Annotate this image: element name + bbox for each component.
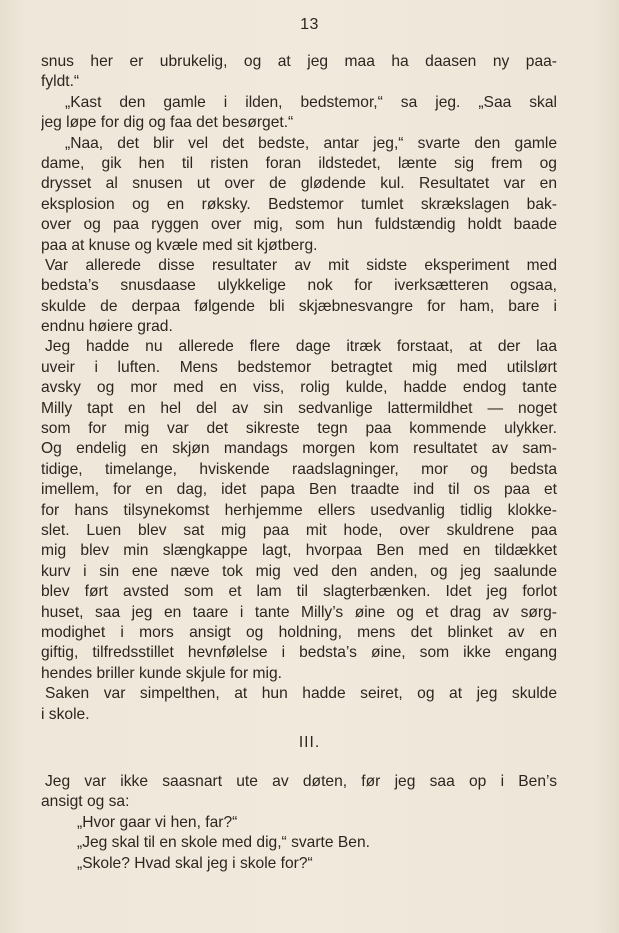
text-line: blev ført avsted som et lam til slagterbænken. Idet jeg forlot bbox=[41, 583, 557, 601]
text-line: mig blev min slængkappe lagt, hvorpaa Ben med en tildækket bbox=[41, 542, 557, 560]
text-line: paa at knuse og kvæle med sit kjøtberg. bbox=[41, 236, 318, 254]
text-line: Jeg hadde nu allerede flere dage itræk forstaat, at der laa bbox=[45, 338, 557, 356]
text-line: modighet i mors ansigt og holdning, mens det blinket av en bbox=[41, 623, 557, 641]
text-line: kurv i sin ene næve tok mig ved den anden, og jeg saalunde bbox=[41, 562, 557, 580]
text-line: for hans tilsynekomst herhjemme ellers usedvanlig tidlig klokke- bbox=[41, 501, 557, 519]
text-line: imellem, for en dag, idet papa Ben traadte ind til os paa et bbox=[41, 481, 557, 499]
text-line: bedsta’s snusdaase ulykkelige nok for iverksætteren ogsaa, bbox=[41, 277, 557, 295]
page-number: 13 bbox=[300, 16, 319, 33]
chapter-heading: III. bbox=[298, 734, 321, 751]
text-line: snus her er ubrukelig, og at jeg maa ha daasen ny paa- bbox=[41, 53, 557, 70]
text-line: Var allerede disse resultater av mit sidste eksperiment med bbox=[45, 256, 557, 274]
text-line: „Skole? Hvad skal jeg i skole for?“ bbox=[77, 854, 313, 872]
paragraph bbox=[41, 134, 557, 256]
text-line: Saken var simpelthen, at hun hadde seiret, og at jeg skulde bbox=[45, 685, 557, 703]
text-line: „Jeg skal til en skole med dig,“ svarte Ben. bbox=[77, 834, 370, 852]
paragraph bbox=[41, 93, 557, 134]
paragraph bbox=[41, 337, 557, 684]
paragraph bbox=[41, 684, 557, 725]
text-line: uveir i luften. Mens bedstemor betragtet mig med utilslørt bbox=[41, 358, 557, 376]
text-line: „Naa, det blir vel det bedste, antar jeg,“ svarte den gamle bbox=[65, 134, 557, 152]
text-line: tidige, timelange, hviskende raadslagninger, mor og bedsta bbox=[41, 460, 557, 478]
text-line: avsky og mor med en viss, rolig kulde, hadde endog tante bbox=[41, 379, 557, 397]
text-line: „Kast den gamle i ilden, bedstemor,“ sa jeg. „Saa skal bbox=[65, 93, 557, 111]
paragraph bbox=[41, 833, 557, 853]
text-line: eksplosion og en røksky. Bedstemor tumlet skrækslagen bak- bbox=[41, 195, 557, 213]
text-line: endnu høiere grad. bbox=[41, 318, 173, 336]
paragraph bbox=[41, 52, 557, 93]
text-line: „Hvor gaar vi hen, far?“ bbox=[77, 813, 238, 831]
text-line: skulde de derpaa følgende bli skjæbnesvangre for ham, bare i bbox=[41, 297, 557, 315]
text-line: Milly tapt en hel del av sin sedvanlige lattermildhet — noget bbox=[41, 399, 557, 417]
text-line: fyldt.“ bbox=[41, 73, 80, 91]
text-line: slet. Luen blev sat mig paa mit hode, over skuldrene paa bbox=[41, 521, 557, 539]
text-line: over og paa ryggen over mig, som hun fuldstændig holdt baade bbox=[41, 216, 557, 234]
text-line: Og endelig en skjøn mandags morgen kom resultatet av sam- bbox=[41, 440, 557, 458]
paragraph bbox=[41, 772, 557, 813]
text-line: i skole. bbox=[41, 705, 90, 723]
text-line: som for mig var det sikreste tegn paa kommende ulykker. bbox=[41, 420, 557, 438]
text-line: dame, gik hen til risten foran ildstedet, lænte sig frem og bbox=[41, 154, 557, 172]
text-line: giftig, tilfredsstillet hevnfølelse i bedsta’s øine, som ikke engang bbox=[41, 644, 557, 662]
text-line: hendes briller kunde skjule for mig. bbox=[41, 664, 282, 682]
body-text-bottom bbox=[41, 772, 557, 874]
text-line: drysset al snusen ut over de glødende kul. Resultatet var en bbox=[41, 175, 557, 193]
text-line: huset, saa jeg en taare i tante Milly’s øine og et drag av sørg- bbox=[41, 603, 557, 621]
text-line: jeg løpe for dig og faa det besørget.“ bbox=[41, 114, 294, 132]
text-line: ansigt og sa: bbox=[41, 793, 130, 811]
paragraph bbox=[41, 813, 557, 833]
paragraph bbox=[41, 256, 557, 338]
body-text-top bbox=[41, 52, 557, 725]
paragraph bbox=[41, 854, 557, 874]
text-line: Jeg var ikke saasnart ute av døten, før jeg saa op i Ben’s bbox=[45, 773, 557, 790]
